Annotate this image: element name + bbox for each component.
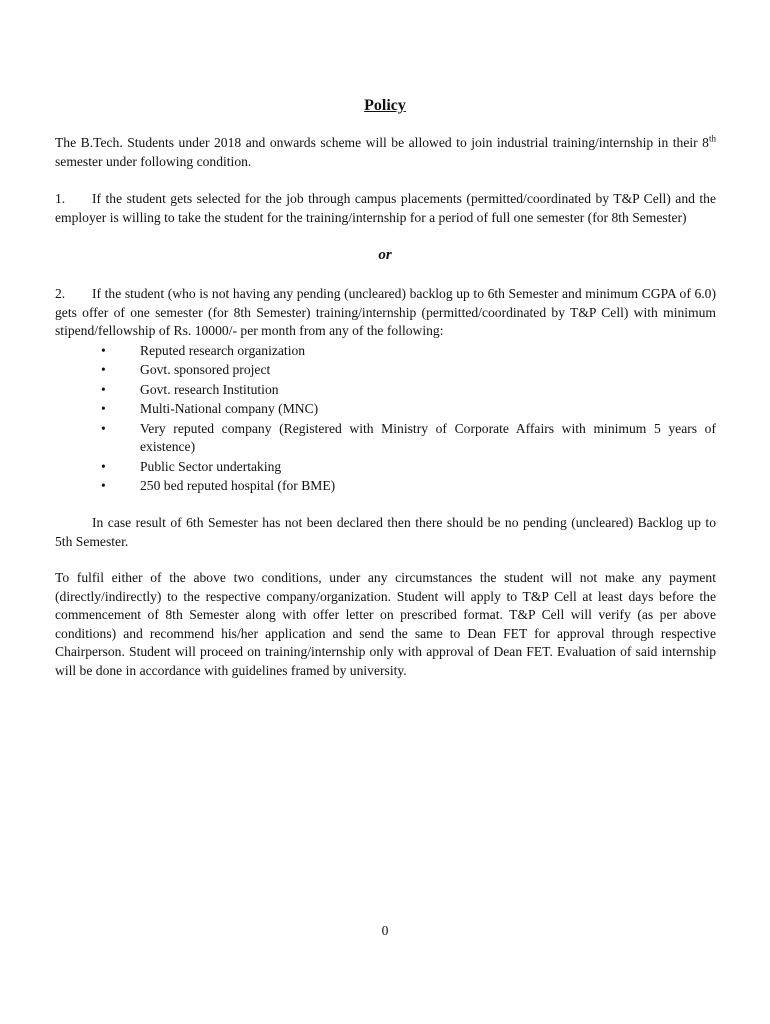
intro-paragraph [55,134,716,171]
page-number: 0 [381,923,389,938]
or-separator: or [378,247,392,263]
bullet-icon: • [101,362,106,378]
condition-2-text: If the student (who is not having any pending (uncleared) backlog up to 6th Semester and minimum CGPA of 6.0) gets offer of one semester (for 8th Semester) training/internship (permitted/coordinated by T&P Cell) with minimum stipend/fellowship of Rs. 10000/- per month from any of the following: [55,286,716,339]
list-item-text: Govt. sponsored project [140,362,271,378]
intro-text-end: semester under following condition. [55,153,252,169]
list-item-text: Reputed research organization [140,343,306,358]
list-item [55,381,716,400]
bullet-icon: • [101,458,106,474]
list-item-text: 250 bed reputed hospital (for BME) [140,477,336,493]
intro-text: The B.Tech. Students under 2018 and onwards scheme will be allowed to join industrial training/internship in their 8 [55,135,709,150]
list-item-text: Govt. research Institution [140,381,279,397]
list-item [55,477,716,496]
page-title: Policy [364,97,406,114]
condition-2 [55,285,716,341]
list-item [55,420,716,457]
list-item [55,342,716,361]
backlog-note-paragraph [55,514,716,551]
list-item-text: Multi-National company (MNC) [140,401,319,417]
condition-1 [55,190,716,227]
backlog-note-text: In case result of 6th Semester has not been declared then there should be no pending (uncleared) Backlog up to 5th Semester. [55,515,716,549]
list-item [55,361,716,380]
closing-paragraph: To fulfil either of the above two conditions, under any circumstances the student will not make any payment (directly/indirectly) to the respective company/organization. Student will apply to T&P Cell at least days before the commencement of 8th Semester along with offer letter on prescribed format. T&P Cell will verify (as per above conditions) and recommend his/her application and send the same to Dean FET for approval through respective Chairperson. Student will proceed on training/internship only with approval of Dean FET. Evaluation of said internship will be done in accordance with guidelines framed by university. [55,570,716,678]
list-item [55,400,716,419]
list-item-text: Public Sector undertaking [140,458,282,474]
condition-1-number: 1. [55,191,66,206]
condition-1-text: If the student gets selected for the job through campus placements (permitted/coordinated by T&P Cell) and the employer is willing to take the student for the training/internship for a period of full one semester (for 8th Semester) [55,191,716,225]
bullet-icon: • [101,477,106,493]
bullet-icon: • [101,343,106,358]
intro-superscript: th [708,133,716,144]
eligible-organizations-list [55,342,716,496]
bullet-icon: • [101,401,106,417]
bullet-icon: • [101,420,106,436]
condition-2-number: 2. [55,286,66,301]
bullet-icon: • [101,381,106,397]
list-item [55,458,716,477]
list-item-text: Very reputed company (Registered with Ministry of Corporate Affairs with minimum 5 years of existence) [140,420,716,455]
